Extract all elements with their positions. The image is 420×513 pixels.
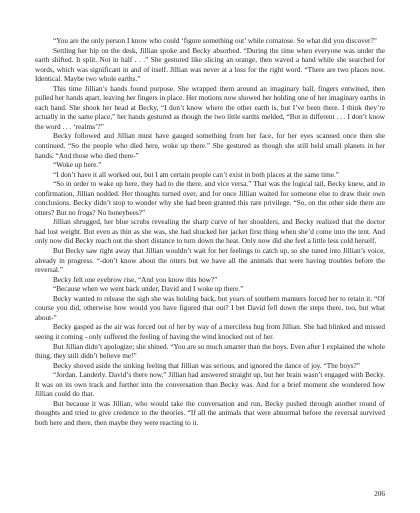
paragraph: “I don’t have it all worked out, but I am certain people can’t exist in both places at the same time.” — [53, 170, 340, 179]
paragraph: Becky wanted to release the sigh she was holding back, but years of southern manners forced her to retain it. “Of course you did, otherwise how would you have figured that out? I bet David fell down the steps there, too, but what about-” — [35, 294, 385, 322]
paragraph: “Woke up here.” — [53, 161, 102, 170]
paragraph: But Jillian didn’t apologize; she shined. “You are so much smarter than the boys. Even after I explained the whole thing, they still didn’t believe me!” — [35, 342, 385, 361]
paragraph: Settling her hip on the desk, Jillian spoke and Becky absorbed. “During the time when everyone was under the earth shifted. It split. Not in half . . .” She gestured like slicing an orange, then waved a hand while she searched for words, which was significant in and of itself. Jillian was never at a loss for the right word. “There are two places now. Identical. Maybe two whole earths.” — [35, 46, 385, 84]
paragraph: But because it was Jillian, who would take the conversation and run, Becky pushed through another round of thoughts and tried to give credence to the theories. “If all the animals that were abnormal before the reversal survived both here and there, then maybe they were reacting to it. — [35, 399, 385, 427]
paragraph: Becky followed and Jillian must have gauged something from her face, for her eyes scanned once then she continued. “So the people who died here, woke up there.” She gestured as though she still held small planets in her hands. “And those who died there-” — [35, 132, 385, 160]
paragraph: This time Jillian’s hands found purpose. She wrapped them around an imaginary ball, fingers entwined, then pulled her hands apart, leaving her fingers in place. Her motions now showed her holding one of her imaginary earths in each hand. She shook her head at Becky, “I don’t know where the other earth is, but I’ve been there. I think they’re actually in the same place,” her hands gestured as though the two little earths melded, “But in different . . . I don’t know the word . . . ‘realms’?” — [35, 84, 385, 131]
paragraph: Becky shoved aside the sinking feeling that Jillian was serious, and ignored the dance of joy. “The boys?” — [53, 361, 360, 370]
paragraph: “You are the only person I know who could ‘figure something out’ while comatose. So what did you discover?” — [53, 37, 377, 45]
paragraph: “Jordan. Landerly. David’s there now.” Jillian had answered straight up, but her brain wasn’t engaged with Becky. It was on its own track and further into the conversation than Becky was. And for a brief moment she wondered how Jillian could do that. — [35, 371, 385, 399]
paragraph: “Because when we went back under, David and I woke up there.” — [53, 285, 244, 294]
paragraph: Jillian shrugged, her blue scrubs revealing the sharp curve of her shoulders, and Becky realized that the doctor had lost weight. But even as thin as she was, she had shucked her jacket first thing when she’d come into the tent. And only now did Becky reach out the short distance to turn down the heat. Only now did she feel a little less cold herself. — [35, 218, 385, 246]
paragraph: Becky gasped as the air was forced out of her by way of a merciless hug from Jillian. She had blinked and missed seeing it coming - only suffered the feeling of having the wind knocked out of her. — [35, 323, 385, 341]
paragraph: But Becky saw right away that Jillian wouldn’t wait for her feelings to catch up, so she tuned into Jillian’s voice, already in progress. “-don’t know about the otters but we have all the animals that were having troubles before the reversal.” — [35, 247, 385, 275]
paragraph: Becky felt one eyebrow rise, “And you know this how?” — [53, 275, 218, 284]
page-number: 206 — [374, 490, 385, 498]
body-text — [35, 37, 385, 428]
paragraph: “So in order to wake up here, they had to die there, and vice versa.” That was the logical tail, Becky knew, and in confirmation, Jillian nodded. Her thoughts turned over, and for once Jillian waited for someone else to draw their own conclusions. Becky didn’t stop to wonder why she had been granted this rare privilege. “So, on the other side there are otters? But no frogs? No honeybees?” — [35, 180, 385, 217]
